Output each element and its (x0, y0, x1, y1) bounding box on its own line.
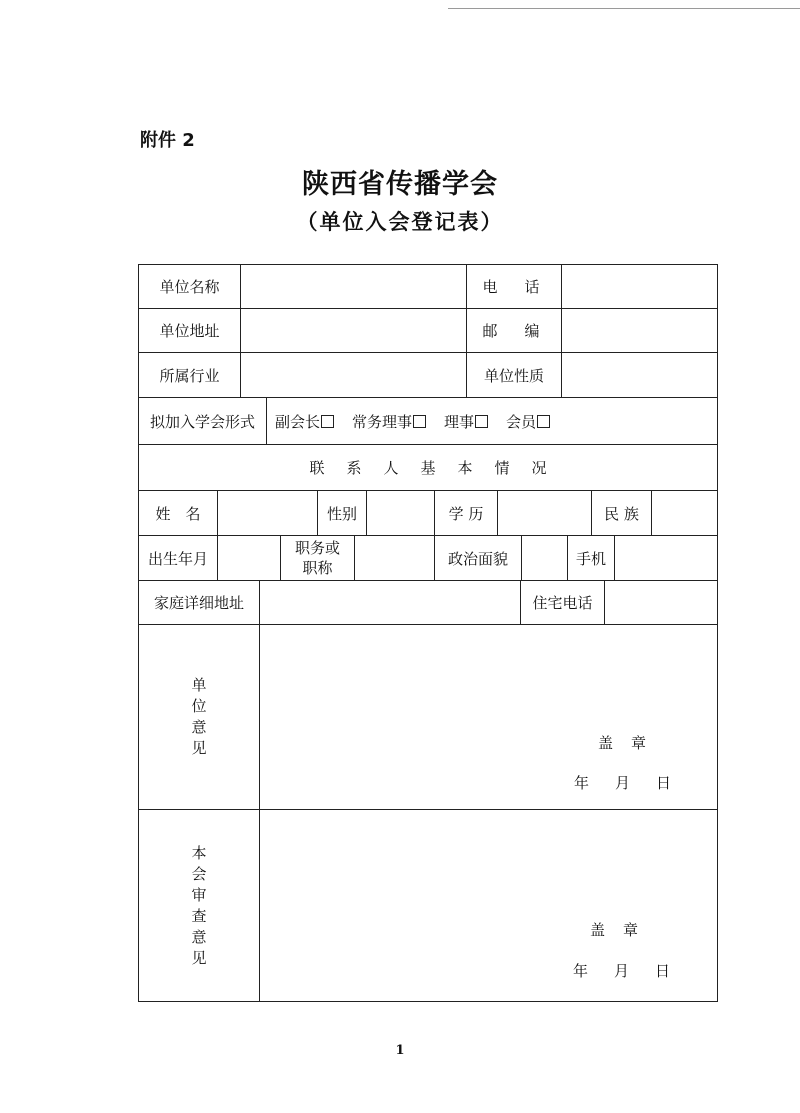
unit-address-label: 单位地址 (138, 308, 241, 353)
join-option-member[interactable] (506, 411, 550, 432)
home-phone-label: 住宅电话 (520, 580, 605, 625)
join-option-label: 理事 (444, 412, 475, 431)
unit-nature-field[interactable] (561, 352, 718, 398)
birth-field[interactable] (217, 535, 281, 581)
checkbox-vice-president[interactable] (321, 415, 334, 428)
review-opinion-char: 审 (191, 885, 207, 904)
date-day: 日 (655, 962, 671, 980)
political-field[interactable] (521, 535, 568, 581)
date-month: 月 (615, 774, 631, 792)
unit-name-field[interactable] (240, 264, 467, 309)
join-option-executive-director[interactable] (352, 411, 426, 432)
position-field[interactable] (354, 535, 435, 581)
position-label-line-1: 职务或 (294, 539, 340, 557)
name-field[interactable] (217, 490, 318, 536)
date-year: 年 (574, 774, 590, 792)
review-opinion-char: 会 (191, 864, 207, 883)
unit-opinion-char: 意 (191, 718, 207, 736)
mobile-label: 手机 (567, 535, 615, 581)
home-address-label: 家庭详细地址 (138, 580, 260, 625)
scan-edge-line (448, 8, 800, 9)
position-label (280, 535, 355, 581)
name-label: 姓 名 (138, 490, 218, 536)
document-subtitle: （单位入会登记表） (296, 210, 504, 234)
birth-label: 出生年月 (138, 535, 218, 581)
join-option-director[interactable] (444, 411, 488, 432)
education-field[interactable] (497, 490, 592, 536)
date-year: 年 (573, 962, 589, 980)
political-label: 政治面貌 (434, 535, 522, 581)
home-phone-field[interactable] (604, 580, 718, 625)
unit-seal-label: 盖章 (598, 734, 665, 752)
date-day: 日 (656, 774, 672, 792)
join-option-label: 常务理事 (352, 412, 413, 431)
review-opinion-char: 意 (191, 927, 207, 946)
page-number: 1 (395, 1043, 405, 1058)
industry-label: 所属行业 (138, 352, 241, 398)
education-label: 学 历 (434, 490, 498, 536)
home-address-field[interactable] (259, 580, 521, 625)
review-opinion-char: 查 (191, 906, 207, 925)
review-opinion-char: 见 (191, 948, 207, 967)
unit-opinion-char: 位 (191, 697, 207, 715)
review-date-label (573, 960, 670, 981)
unit-date-label (574, 772, 671, 793)
attachment-label: 附件 2 (140, 130, 195, 151)
review-seal-label: 盖章 (590, 921, 657, 939)
gender-label: 性别 (317, 490, 367, 536)
contact-section-title: 联系人基本情况 (138, 444, 718, 491)
unit-opinion-label (138, 624, 260, 810)
date-month: 月 (614, 962, 630, 980)
postcode-field[interactable] (561, 308, 718, 353)
ethnicity-field[interactable] (651, 490, 718, 536)
join-option-label: 会员 (506, 412, 537, 431)
join-option-label: 副会长 (275, 412, 321, 431)
join-form-options (266, 397, 718, 445)
ethnicity-label: 民 族 (591, 490, 652, 536)
checkbox-director[interactable] (475, 415, 488, 428)
postcode-label: 邮 编 (466, 308, 562, 353)
review-opinion-char: 本 (191, 843, 207, 862)
position-label-line-2: 职称 (302, 559, 333, 577)
industry-field[interactable] (240, 352, 467, 398)
gender-field[interactable] (366, 490, 435, 536)
join-option-vice-president[interactable] (275, 411, 334, 432)
phone-label: 电 话 (466, 264, 562, 309)
document-title: 陕西省传播学会 (302, 169, 498, 200)
join-form-label: 拟加入学会形式 (138, 397, 267, 445)
checkbox-member[interactable] (537, 415, 550, 428)
unit-address-field[interactable] (240, 308, 467, 353)
mobile-field[interactable] (614, 535, 718, 581)
checkbox-executive-director[interactable] (413, 415, 426, 428)
unit-name-label: 单位名称 (138, 264, 241, 309)
phone-field[interactable] (561, 264, 718, 309)
review-opinion-label (138, 809, 260, 1002)
unit-nature-label: 单位性质 (466, 352, 562, 398)
unit-opinion-char: 单 (191, 676, 207, 694)
unit-opinion-char: 见 (191, 739, 207, 757)
